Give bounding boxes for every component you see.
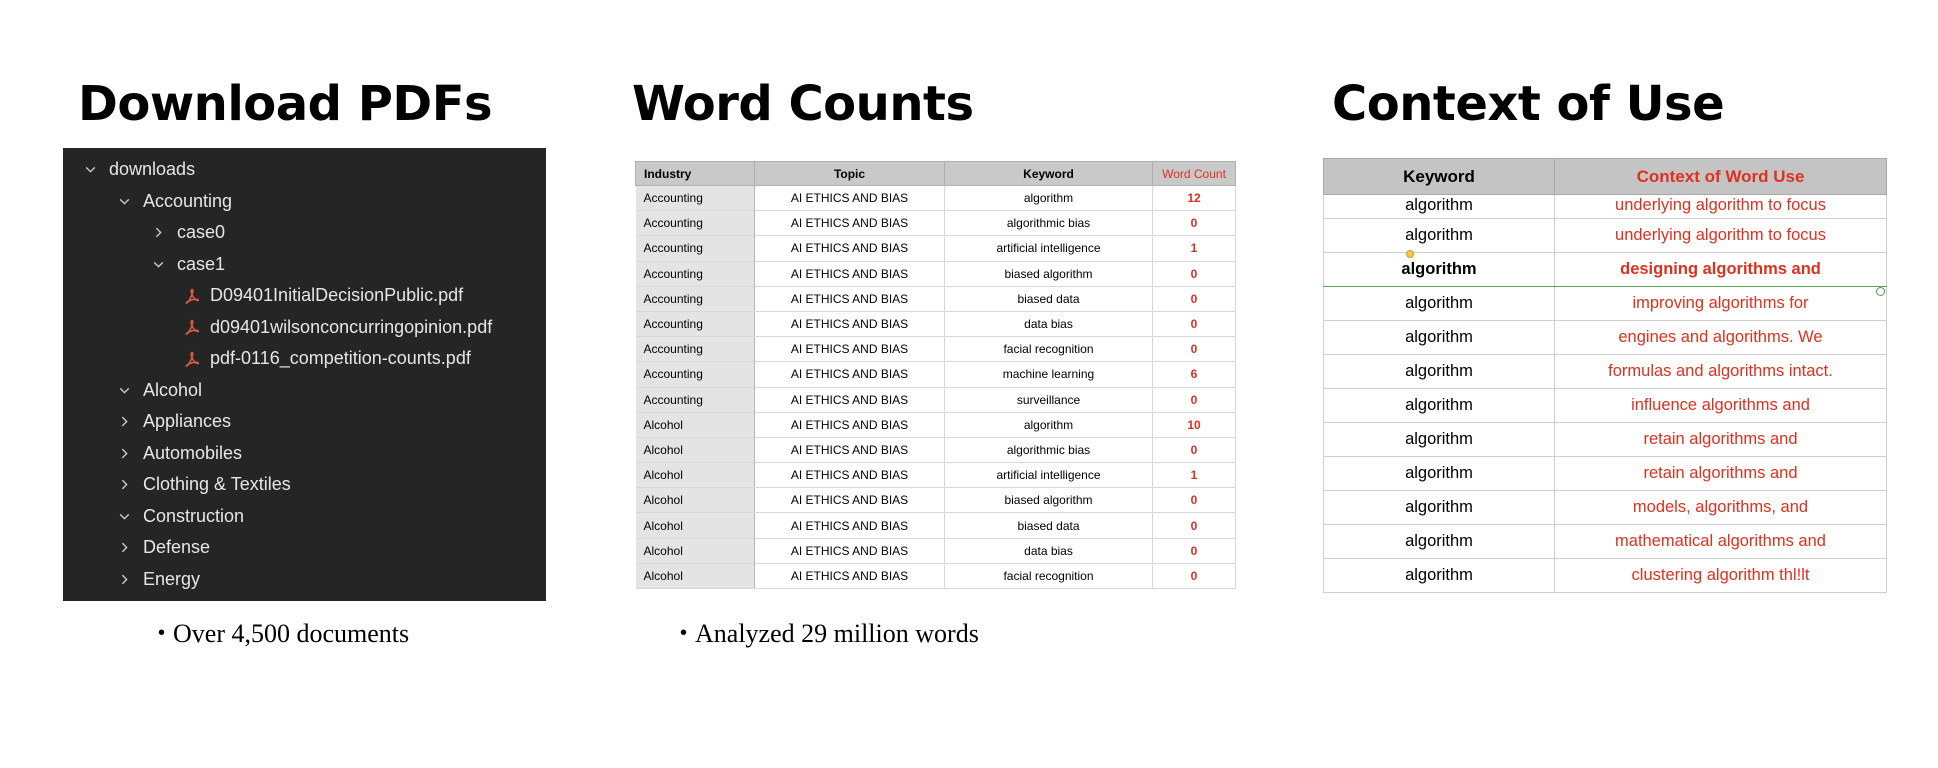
keyword-cell[interactable]: biased data [945,513,1153,538]
industry-cell[interactable]: Accounting [636,286,755,311]
keyword-cell[interactable]: biased algorithm [945,261,1153,286]
word-count-cell[interactable]: 0 [1153,311,1236,336]
keyword-cell[interactable]: algorithm [1324,525,1555,559]
word-count-cell[interactable]: 0 [1153,488,1236,513]
header-keyword[interactable]: Keyword [945,162,1153,186]
word-count-cell[interactable]: 10 [1153,412,1236,437]
keyword-cell[interactable]: algorithm [1324,457,1555,491]
keyword-cell[interactable]: algorithm [945,412,1153,437]
word-count-cell[interactable]: 0 [1153,387,1236,412]
industry-cell[interactable]: Alcohol [636,488,755,513]
table-row[interactable] [636,513,1236,538]
chevron-right-icon[interactable] [115,413,133,431]
word-count-cell[interactable]: 12 [1153,186,1236,211]
tree-item-label: Energy [143,568,201,589]
chevron-right-icon[interactable] [149,224,167,242]
context-cell[interactable]: models, algorithms, and [1555,491,1887,525]
keyword-cell[interactable]: biased algorithm [945,488,1153,513]
table-row[interactable] [636,337,1236,362]
context-table [1323,158,1887,593]
tree-item-label: case0 [177,222,226,243]
tree-item-label: d09401wilsonconcurringopinion.pdf [210,316,493,337]
industry-cell[interactable]: Accounting [636,186,755,211]
bullet-words [680,619,979,649]
context-table-container [1323,158,1888,602]
industry-cell[interactable]: Alcohol [636,437,755,462]
tree-folder-item[interactable] [63,375,546,407]
tree-file-item[interactable] [63,343,546,375]
chevron-down-icon[interactable] [149,255,167,273]
word-count-cell[interactable]: 0 [1153,337,1236,362]
table-row[interactable] [1324,195,1887,219]
word-count-cell[interactable]: 6 [1153,362,1236,387]
word-count-cell[interactable]: 0 [1153,211,1236,236]
tree-folder-item[interactable] [63,406,546,438]
keyword-cell[interactable]: facial recognition [945,337,1153,362]
tree-folder-item[interactable] [63,532,546,564]
industry-cell[interactable]: Alcohol [636,513,755,538]
table-row[interactable] [636,261,1236,286]
topic-cell[interactable]: AI ETHICS AND BIAS [755,563,945,588]
topic-cell[interactable]: AI ETHICS AND BIAS [755,286,945,311]
table-row[interactable] [636,488,1236,513]
topic-cell[interactable]: AI ETHICS AND BIAS [755,387,945,412]
pdf-icon [183,287,201,305]
context-cell[interactable]: mathematical algorithms and [1555,525,1887,559]
table-row[interactable] [1324,287,1887,321]
context-cell[interactable]: influence algorithms and [1555,389,1887,423]
word-count-cell[interactable]: 0 [1153,437,1236,462]
topic-cell[interactable]: AI ETHICS AND BIAS [755,538,945,563]
context-cell[interactable]: designing algorithms and [1555,253,1887,287]
tree-item-label: pdf-0116_competition-counts.pdf [210,348,471,369]
chevron-right-icon[interactable] [115,444,133,462]
tree-item-label: Construction [143,505,245,526]
industry-cell[interactable]: Accounting [636,387,755,412]
table-row[interactable] [1324,559,1887,593]
word-count-header-row [636,162,1236,186]
word-count-cell[interactable]: 0 [1153,513,1236,538]
keyword-cell[interactable]: algorithm [1324,195,1555,219]
chevron-down-icon[interactable] [115,507,133,525]
chevron-down-icon[interactable] [115,381,133,399]
tree-folder-item[interactable] [63,564,546,596]
chevron-right-icon[interactable] [115,570,133,588]
chevron-down-icon[interactable] [115,192,133,210]
context-of-use-title: Context of Use [1332,76,1725,132]
keyword-cell[interactable]: algorithm [1324,491,1555,525]
keyword-cell[interactable]: algorithm [1324,321,1555,355]
word-count-cell[interactable]: 0 [1153,538,1236,563]
bullet-documents [158,619,409,649]
context-cell[interactable]: improving algorithms for [1555,287,1887,321]
topic-cell[interactable]: AI ETHICS AND BIAS [755,513,945,538]
header-word-count[interactable]: Word Count [1153,162,1236,186]
selection-anchor-handle[interactable] [1406,250,1414,258]
word-count-table [635,161,1236,589]
context-cell[interactable]: engines and algorithms. We [1555,321,1887,355]
context-header-row [1324,159,1887,195]
keyword-cell[interactable]: facial recognition [945,563,1153,588]
tree-item-label: Clothing & Textiles [143,474,291,495]
context-cell[interactable]: retain algorithms and [1555,423,1887,457]
table-row[interactable] [636,362,1236,387]
context-cell[interactable]: underlying algorithm to focus [1555,195,1887,219]
tree-item-label: D09401InitialDecisionPublic.pdf [210,285,464,306]
context-cell[interactable]: formulas and algorithms intact. [1555,355,1887,389]
keyword-cell[interactable]: algorithm [1324,559,1555,593]
keyword-cell[interactable]: data bias [945,538,1153,563]
table-row[interactable] [636,211,1236,236]
keyword-cell[interactable]: artificial intelligence [945,236,1153,261]
keyword-cell[interactable]: machine learning [945,362,1153,387]
keyword-cell[interactable]: algorithm [1324,389,1555,423]
table-row[interactable] [636,463,1236,488]
tree-item-label: downloads [109,159,196,180]
table-row[interactable] [636,236,1236,261]
tree-folder-item[interactable] [63,249,546,281]
tree-folder-item[interactable] [63,438,546,470]
topic-cell[interactable]: AI ETHICS AND BIAS [755,311,945,336]
keyword-cell[interactable]: algorithm [1324,355,1555,389]
keyword-cell[interactable]: algorithmic bias [945,437,1153,462]
header-context-of-word-use[interactable]: Context of Word Use [1555,159,1887,195]
industry-cell[interactable]: Accounting [636,337,755,362]
tree-item-label: Accounting [143,190,233,211]
industry-cell[interactable]: Alcohol [636,463,755,488]
table-row[interactable] [636,412,1236,437]
industry-cell[interactable]: Accounting [636,362,755,387]
keyword-cell[interactable]: algorithm [1324,219,1555,253]
chevron-right-icon[interactable] [115,476,133,494]
tree-folder-item[interactable] [63,469,546,501]
keyword-cell[interactable]: algorithm [1324,253,1555,287]
word-count-cell[interactable]: 0 [1153,563,1236,588]
table-row[interactable] [1324,355,1887,389]
pdf-icon [183,350,201,368]
tree-item-label: Automobiles [143,442,243,463]
industry-cell[interactable]: Accounting [636,261,755,286]
bullet-dot: • [680,622,688,644]
tree-file-item[interactable] [63,312,546,344]
keyword-cell[interactable]: algorithm [945,186,1153,211]
table-row[interactable] [1324,321,1887,355]
topic-cell[interactable]: AI ETHICS AND BIAS [755,362,945,387]
topic-cell[interactable]: AI ETHICS AND BIAS [755,261,945,286]
table-row[interactable] [1324,457,1887,491]
word-count-cell[interactable]: 0 [1153,286,1236,311]
topic-cell[interactable]: AI ETHICS AND BIAS [755,412,945,437]
tree-folder-item[interactable] [63,217,546,249]
table-row[interactable] [1324,389,1887,423]
context-cell[interactable]: underlying algorithm to focus [1555,219,1887,253]
keyword-cell[interactable]: biased data [945,286,1153,311]
topic-cell[interactable]: AI ETHICS AND BIAS [755,236,945,261]
table-row[interactable] [636,437,1236,462]
table-row[interactable] [636,387,1236,412]
header-industry[interactable]: Industry [636,162,755,186]
context-cell[interactable]: clustering algorithm thl!lt [1555,559,1887,593]
topic-cell[interactable]: AI ETHICS AND BIAS [755,337,945,362]
tree-item-label: Defense [143,537,211,558]
word-counts-title: Word Counts [632,76,974,132]
context-cell[interactable]: retain algorithms and [1555,457,1887,491]
keyword-cell[interactable]: artificial intelligence [945,463,1153,488]
table-row[interactable] [636,186,1236,211]
keyword-cell[interactable]: surveillance [945,387,1153,412]
bullet-dot: • [158,622,166,644]
tree-item-label: Alcohol [143,379,203,400]
industry-cell[interactable]: Alcohol [636,412,755,437]
table-row[interactable] [1324,491,1887,525]
chevron-right-icon[interactable] [115,539,133,557]
tree-item-label: case1 [177,253,226,274]
table-row[interactable] [636,311,1236,336]
tree-file-item[interactable] [63,280,546,312]
table-row[interactable] [636,563,1236,588]
header-topic[interactable]: Topic [755,162,945,186]
bullet-words-text: Analyzed 29 million words [695,619,979,648]
topic-cell[interactable]: AI ETHICS AND BIAS [755,186,945,211]
tree-folder-item[interactable] [63,186,546,218]
table-row[interactable] [636,286,1236,311]
table-row[interactable] [636,538,1236,563]
table-row[interactable] [1324,525,1887,559]
chevron-down-icon[interactable] [81,161,99,179]
download-pdfs-title: Download PDFs [78,76,493,132]
word-count-cell[interactable]: 0 [1153,261,1236,286]
industry-cell[interactable]: Alcohol [636,563,755,588]
word-count-cell[interactable]: 1 [1153,236,1236,261]
word-count-table-container [635,161,1235,587]
topic-cell[interactable]: AI ETHICS AND BIAS [755,211,945,236]
selection-resize-handle[interactable] [1876,287,1885,296]
industry-cell[interactable]: Accounting [636,236,755,261]
topic-cell[interactable]: AI ETHICS AND BIAS [755,463,945,488]
keyword-cell[interactable]: algorithmic bias [945,211,1153,236]
header-keyword[interactable]: Keyword [1324,159,1555,195]
pdf-icon [183,318,201,336]
table-row[interactable] [1324,423,1887,457]
industry-cell[interactable]: Alcohol [636,538,755,563]
table-row[interactable] [1324,219,1887,253]
word-count-cell[interactable]: 1 [1153,463,1236,488]
topic-cell[interactable]: AI ETHICS AND BIAS [755,488,945,513]
bullet-documents-text: Over 4,500 documents [173,619,410,648]
file-explorer-panel [63,148,546,601]
industry-cell[interactable]: Accounting [636,211,755,236]
keyword-cell[interactable]: algorithm [1324,423,1555,457]
keyword-cell[interactable]: data bias [945,311,1153,336]
industry-cell[interactable]: Accounting [636,311,755,336]
keyword-cell[interactable]: algorithm [1324,287,1555,321]
tree-folder-item[interactable] [63,501,546,533]
tree-folder-item[interactable] [63,154,546,186]
topic-cell[interactable]: AI ETHICS AND BIAS [755,437,945,462]
tree-item-label: Appliances [143,411,232,432]
